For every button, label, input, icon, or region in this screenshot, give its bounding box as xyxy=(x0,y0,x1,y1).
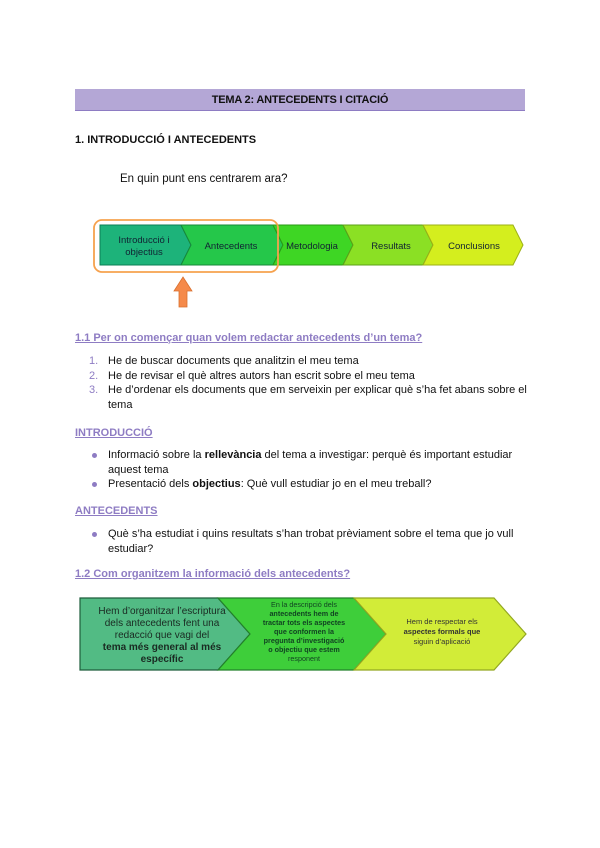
bullet-icon xyxy=(92,453,97,458)
organization-diagram xyxy=(78,596,530,676)
list-item: 1. He de buscar documents que analitzin el meu tema xyxy=(89,355,359,367)
antecedents-heading: ANTECEDENTS xyxy=(75,505,158,517)
process-diagram xyxy=(90,214,530,334)
box1-line1: Hem d’organitzar l’escriptura xyxy=(98,606,226,617)
step-label-introduccio-2: objectius xyxy=(125,247,163,258)
box2-line6: o objectiu que estem xyxy=(268,645,340,654)
step-label-conclusions: Conclusions xyxy=(448,241,500,252)
box3-line3: siguin d’aplicació xyxy=(413,637,471,646)
process-question: En quin punt ens centrarem ara? xyxy=(120,173,288,185)
section-1-1-heading: 1.1 Per on començar quan volem redactar antecedents d’un tema? xyxy=(75,332,423,344)
box1-line3: redacció que vagi del xyxy=(114,630,210,641)
bullet-icon xyxy=(92,532,97,537)
box2-line4: que conformen la xyxy=(274,627,334,636)
box2-line3: tractar tots els aspectes xyxy=(262,618,346,627)
introduccio-list xyxy=(89,448,529,492)
section-1-heading: 1. INTRODUCCIÓ I ANTECEDENTS xyxy=(75,134,257,146)
bullet-icon xyxy=(92,482,97,487)
box2-line2: antecedents hem de xyxy=(269,609,339,618)
list-item: Què s’ha estudiat i quins resultats s’han trobat prèviament sobre el tema que jo vull estudiar? xyxy=(89,527,529,556)
step-label-antecedents: Antecedents xyxy=(204,241,258,252)
box1-line5: específic xyxy=(140,654,184,665)
box1-line4: tema més general al més xyxy=(102,642,222,653)
section-1-1-list xyxy=(89,354,529,412)
step-label-metodologia: Metodologia xyxy=(286,241,338,252)
box1-line2: dels antecedents fent una xyxy=(104,618,220,629)
list-item: 2. He de revisar el què altres autors han escrit sobre el meu tema xyxy=(89,369,415,382)
box3-line2: aspectes formals que xyxy=(403,627,481,636)
document-title: TEMA 2: ANTECEDENTS I CITACIÓ xyxy=(75,89,525,111)
section-1-2-heading: 1.2 Com organitzem la informació dels antecedents? xyxy=(75,568,351,580)
box3-line1: Hem de respectar els xyxy=(406,617,478,626)
box2-line1: En la descripció dels xyxy=(271,600,337,609)
box2-line7: responent xyxy=(288,654,320,663)
box2-line5: pregunta d’investigació xyxy=(263,636,345,645)
list-item: Presentació dels objectius: Què vull estudiar jo en el meu treball? xyxy=(89,477,529,492)
pointer-arrow-icon xyxy=(174,277,192,307)
introduccio-heading: INTRODUCCIÓ xyxy=(75,427,153,439)
antecedents-list xyxy=(89,527,529,556)
list-item: 3. He d’ordenar els documents que em serveixin per explicar què s’ha fet abans sobre el tema xyxy=(89,384,527,411)
list-item: Informació sobre la rellevància del tema a investigar: perquè és important estudiar aquest tema xyxy=(89,448,529,477)
step-label-resultats: Resultats xyxy=(371,241,411,252)
step-label-introduccio-1: Introducció i xyxy=(118,235,170,246)
